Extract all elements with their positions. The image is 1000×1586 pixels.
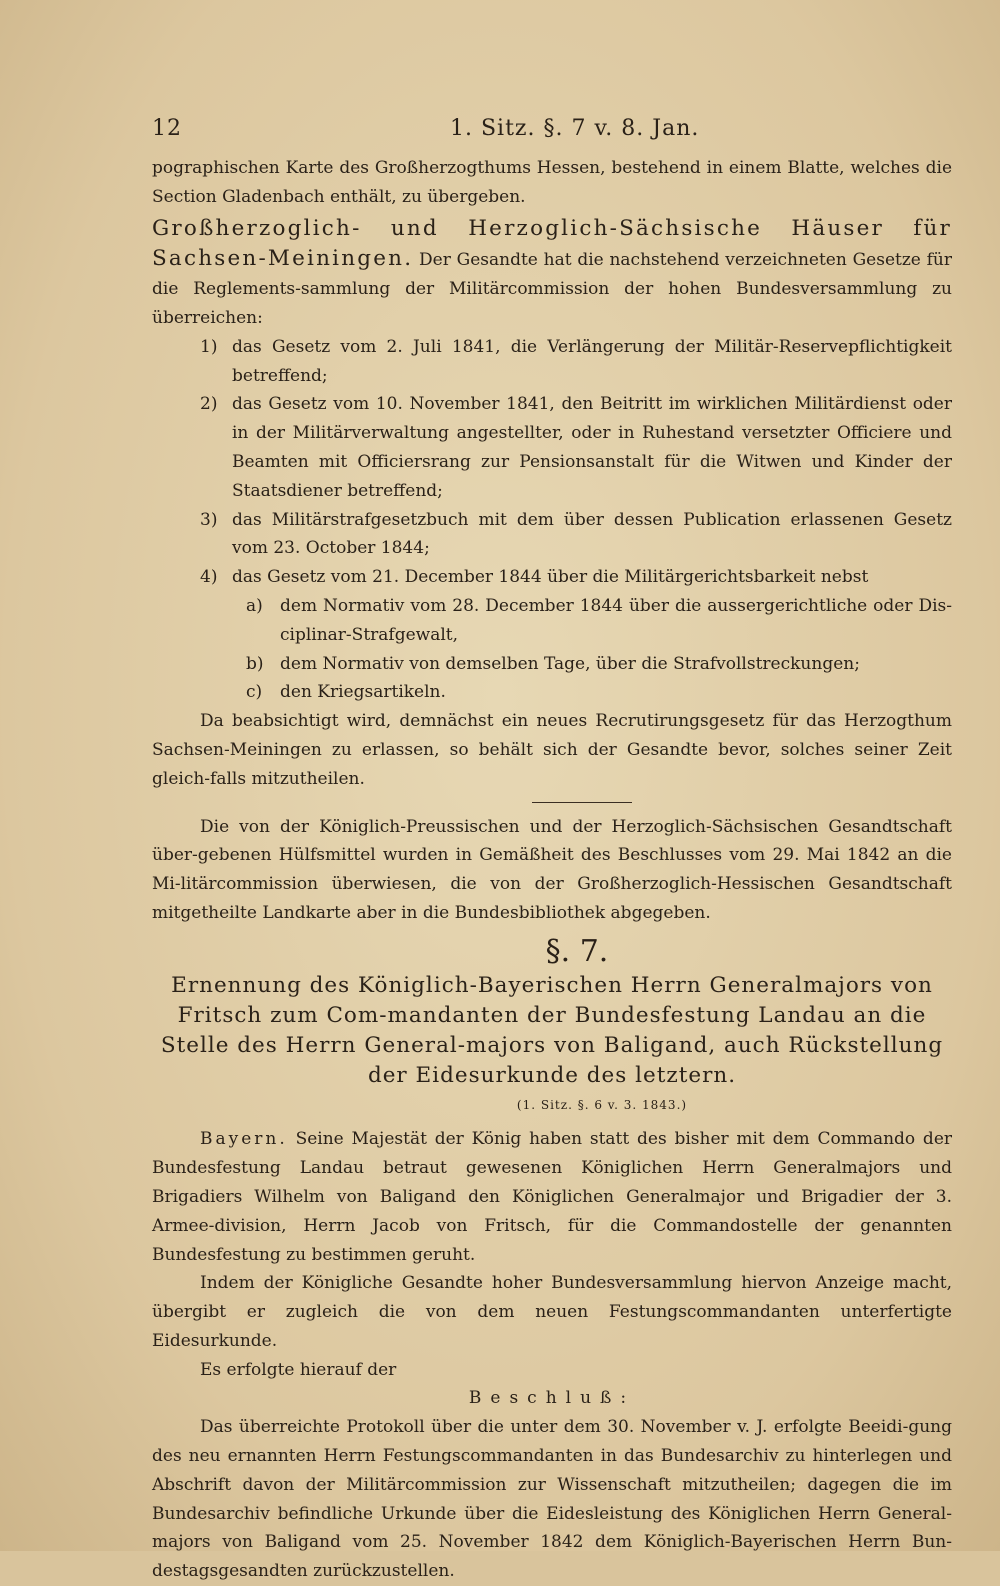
item-number: 1) — [200, 336, 218, 357]
law-list — [152, 333, 952, 592]
resolution-heading: Beschluß: — [468, 1388, 636, 1409]
item-text: das Gesetz vom 21. December 1844 über die Militärgerichtsbarkeit nebst — [232, 567, 869, 588]
paragraph-aids: Die von der Königlich-Preussischen und der Herzoglich-Sächsischen Gesandtschaft über-gebenen Hülfsmittel wurden in Gemäßheit des Beschlusses vom 29. Mai 1842 an die Mi-litärcommission überwiesen, die von der Großherzoglich-Hessischen Gesandtschaft mitgetheilte Landkarte aber in die Bundesbibliothek abgegeben. — [152, 816, 952, 923]
paragraph-notice: Indem der Königliche Gesandte hoher Bundesversammlung hiervon Anzeige macht, übergibt er zugleich die von dem neuen Festungscommandanten unterfertigte Eidesurkunde. — [152, 1273, 952, 1351]
paragraph-recruitment: Da beabsichtigt wird, demnächst ein neues Recrutirungsgesetz für das Herzogthum Sachsen-Meiningen zu erlassen, so behält sich der Gesandte bevor, solches seiner Zeit gleich-falls mitzutheilen. — [152, 711, 952, 789]
paragraph-resolution: Das überreichte Protokoll über die unter dem 30. November v. J. erfolgte Beeidi-gung des neu ernannten Herrn Festungscommandanten in das Bundesarchiv zu hinterlegen und Abschrift davon der Militärcommission zur Wissenschaft mitzutheilen; dagegen die im Bundesarchiv befindliche Urkunde über die Eidesleistung des Königlichen Herrn General-majors von Baligand vom 25. November 1842 dem Königlich-Bayerischen Herrn Bun-destagsgesandten zurückzustellen. — [152, 1417, 952, 1582]
law-sublist — [152, 592, 952, 707]
subitem-text: dem Normativ von demselben Tage, über die Strafvollstreckungen; — [280, 653, 860, 674]
subitem-letter: b) — [246, 653, 264, 674]
item-text: das Militärstrafgesetzbuch mit dem über dessen Publication erlassenen Gesetz vom 23. October 1844; — [232, 509, 952, 559]
page-header — [152, 108, 952, 154]
state-lead: Bayern. — [200, 1129, 288, 1150]
list-item — [152, 506, 952, 564]
document-body — [152, 154, 952, 1586]
list-item — [152, 563, 952, 592]
item-number: 2) — [200, 394, 218, 415]
section-number: §. 7. — [545, 933, 609, 969]
subitem-letter: c) — [246, 682, 263, 703]
citation: (1. Sitz. §. 6 v. 3. 1843.) — [516, 1097, 688, 1112]
subitem-text: den Kriegsartikeln. — [280, 682, 446, 703]
page-number: 12 — [152, 116, 182, 141]
paragraph-followed: Es erfolgte hierauf der — [200, 1359, 397, 1380]
divider-rule — [532, 802, 632, 803]
paragraph-continued: pographischen Karte des Großherzogthums Hessen, bestehend in einem Blatte, welches die Section Gladenbach enthält, zu übergeben. — [152, 158, 952, 207]
heading-states: Großherzoglich- und Herzoglich-Sächsische Häuser für Sachsen-Meiningen. — [152, 215, 952, 272]
paragraph-bavaria-text: Seine Majestät der König haben statt des bisher mit dem Commando der Bundesfestung Landau betraut gewesenen Königlichen Herrn Generalmajors und Brigadiers Wilhelm von Baligand den Königlichen Generalmajor und Brigadier der 3. Armee-division, Herrn Jacob von Fritsch, für die Commandostelle der genannten Bundesfestung zu bestimmen geruht. — [152, 1129, 953, 1265]
section-title: Ernennung des Königlich-Bayerischen Herrn Generalmajors von Fritsch zum Com-mandanten der Bundesfestung Landau an die Stelle des Herrn General-majors von Baligand, auch Rückstellung der Eidesurkunde des letztern. — [160, 972, 944, 1088]
section-heading-saxony — [152, 214, 952, 333]
item-text: das Gesetz vom 10. November 1841, den Beitritt im wirklichen Militärdienst oder in der Militärverwaltung angestellter, oder in Ruhestand versetzter Officiere und Beamten mit Officiersrang zur Pensionsanstalt für die Witwen und Kinder der Staatsdiener betreffend; — [232, 394, 952, 501]
list-item — [152, 390, 952, 505]
sublist-item — [152, 592, 952, 650]
item-number: 3) — [200, 509, 218, 530]
paragraph-bavaria — [152, 1125, 952, 1269]
sublist-item — [152, 650, 952, 679]
item-number: 4) — [200, 567, 218, 588]
sublist-item — [152, 678, 952, 707]
heading-continuation: Der Gesandte hat die nachstehend verzeichneten Gesetze für die Reglements-sammlung der Militärcommission der hohen Bundesversammlung zu überreichen: — [152, 250, 952, 328]
running-head: 1. Sitz. §. 7 v. 8. Jan. — [450, 116, 700, 141]
subitem-letter: a) — [246, 595, 263, 616]
list-item — [152, 333, 952, 391]
item-text: das Gesetz vom 2. Juli 1841, die Verlängerung der Militär-Reservepflichtigkeit betreffend; — [232, 336, 952, 386]
subitem-text: dem Normativ vom 28. December 1844 über die aussergerichtliche oder Dis-ciplinar-Strafgewalt, — [280, 595, 952, 645]
